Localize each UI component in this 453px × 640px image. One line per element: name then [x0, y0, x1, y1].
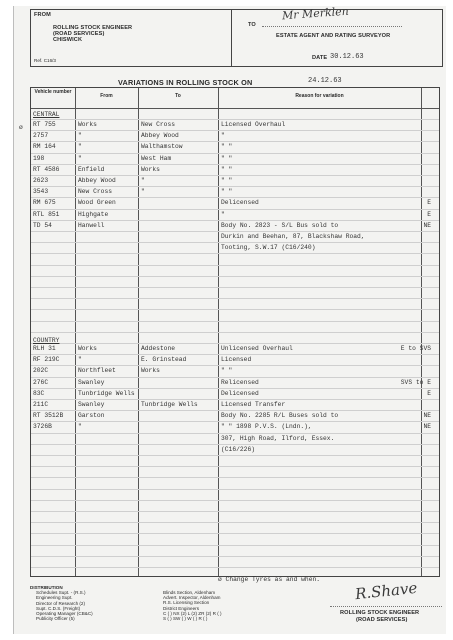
from-box — [30, 9, 232, 67]
row-rule — [31, 522, 439, 523]
distribution-title: DISTRIBUTION — [30, 585, 63, 590]
cell-reason: " " — [221, 154, 233, 162]
cell-reason: Licensed — [221, 356, 252, 364]
dist-left-3: Director of Research (2) — [36, 600, 86, 606]
row-rule — [31, 354, 439, 355]
row-rule — [31, 141, 439, 142]
cell-vehicle: 2757 — [33, 132, 49, 140]
cell-from: " — [78, 132, 82, 140]
dist-left-1: Schedules Supt. - (R.S.) — [36, 590, 86, 596]
cell-vehicle: RM 164 — [33, 143, 56, 151]
cell-extra: NE — [423, 423, 431, 431]
reference: Ref. C16/3 — [34, 58, 56, 63]
header-rule — [31, 108, 439, 109]
cell-vehicle: RF 219C — [33, 356, 60, 364]
col-header-vehicle: Vehicle number — [34, 89, 72, 95]
footnote: ø Change Tyres as and when. — [218, 576, 321, 583]
cell-reason: Durkin and Beehan, 87, Blackshaw Road, — [221, 233, 365, 240]
cell-from: " — [78, 154, 82, 162]
cell-reason: Unlicensed Overhaul — [221, 345, 293, 352]
cell-from: Northfleet — [78, 367, 116, 375]
cell-vehicle: 2623 — [33, 177, 49, 184]
section-central: CENTRAL — [33, 111, 60, 118]
cell-vehicle: 3726B — [33, 423, 52, 431]
cell-reason: " — [221, 132, 225, 140]
row-rule — [31, 511, 439, 512]
distribution-block — [30, 585, 93, 621]
row-rule — [31, 186, 439, 187]
dist-left-5: Operating Manager (CB&C) — [36, 611, 93, 617]
date-label: DATE — [312, 55, 328, 61]
cell-from: Works — [78, 121, 97, 128]
cell-to: " — [141, 188, 145, 196]
cell-to: New Cross — [141, 121, 176, 128]
cell-reason: Licensed Transfer — [221, 401, 286, 408]
to-dotted-line — [262, 26, 402, 27]
variations-table — [19, 87, 440, 583]
cell-vehicle: 202C — [33, 367, 49, 375]
row-rule — [31, 567, 439, 568]
cell-reason: Licensed Overhaul — [221, 121, 286, 128]
cell-vehicle: 276C — [33, 378, 49, 386]
row-rule — [31, 477, 439, 478]
dist-right-4: District Engineers — [163, 605, 199, 611]
row-rule — [31, 298, 439, 299]
dist-right-5: C ( ) NX (2) L (2) ZR (2) R ( ) — [163, 610, 222, 616]
cell-from: Wood Green — [78, 199, 116, 207]
row-rule — [31, 388, 439, 389]
from-line-2: (ROAD SERVICES) — [53, 31, 105, 37]
signature-dept: (ROAD SERVICES) — [356, 617, 408, 623]
row-rule — [31, 321, 439, 322]
row-rule — [31, 153, 439, 154]
cell-vehicle: RT 4586 — [33, 165, 60, 173]
cell-reason: Delicensed — [221, 199, 259, 207]
cell-from: Swanley — [78, 401, 105, 408]
distribution-right — [163, 590, 222, 621]
cell-reason: 307, High Road, Ilford, Essex. — [221, 434, 335, 442]
cell-extra: E — [427, 210, 431, 218]
cell-to: " — [141, 177, 145, 184]
tyre-change-mark: ø — [19, 124, 23, 131]
cell-extra: E — [427, 389, 431, 397]
row-rule — [31, 343, 439, 344]
section-country: COUNTRY — [33, 337, 60, 344]
row-rule — [31, 365, 439, 366]
to-value: ESTATE AGENT AND RATING SURVEYOR — [276, 33, 391, 39]
cell-vehicle: RT 3512B — [33, 412, 64, 420]
cell-extra: NE — [423, 412, 431, 420]
cell-to: Tunbridge Wells — [141, 401, 198, 408]
cell-from: Garston — [78, 412, 105, 420]
dist-left-6: Publicity Officer (5) — [36, 616, 75, 622]
cell-reason: Tooting, S.W.17 (C16/240) — [221, 244, 316, 252]
row-rule — [31, 175, 439, 176]
cell-to: Abbey Wood — [141, 132, 179, 140]
cell-to: Addestone — [141, 345, 176, 352]
title-date: 24.12.63 — [308, 77, 342, 85]
row-rule — [31, 466, 439, 467]
row-rule — [31, 209, 439, 210]
cell-vehicle: TD 54 — [33, 221, 52, 229]
row-rule — [31, 164, 439, 165]
cell-from: Swanley — [78, 378, 105, 386]
cell-vehicle: RM 675 — [33, 199, 56, 207]
date-value: 30.12.63 — [330, 53, 364, 61]
cell-extra: SVS to E — [400, 378, 431, 386]
col-header-from: From — [100, 93, 113, 99]
cell-reason: (C16/226) — [221, 445, 256, 453]
cell-to: West Ham — [141, 154, 172, 162]
cell-extra: E — [427, 199, 431, 207]
row-rule — [31, 242, 439, 243]
from-label: FROM — [34, 12, 51, 18]
cell-to: E. Grinstead — [141, 356, 187, 364]
cell-reason: " " — [221, 177, 233, 184]
dist-right-1: Blinds Section, Aldenham — [163, 590, 216, 595]
cell-extra: E to SVS — [400, 345, 431, 352]
cell-from: " — [78, 143, 82, 151]
signature-role: ROLLING STOCK ENGINEER — [340, 610, 420, 616]
row-rule — [31, 197, 439, 198]
cell-vehicle: RLH 31 — [33, 345, 56, 352]
cell-from: Hanwell — [78, 221, 105, 229]
dist-right-6: S ( ) SW ( ) W ( ) R ( ) — [163, 616, 208, 622]
cell-reason: Relicensed — [221, 378, 259, 386]
cell-reason: Body No. 2823 - S/L Bus sold to — [221, 221, 339, 229]
signature: R.Shave — [354, 578, 419, 604]
cell-reason: " " — [221, 188, 233, 196]
cell-reason: " " — [221, 143, 233, 151]
dist-left-2: Engineering Supt. — [36, 595, 73, 601]
cell-vehicle: 211C — [33, 401, 49, 408]
row-rule — [31, 421, 439, 422]
from-line-3: CHISWICK — [53, 37, 83, 43]
row-rule — [31, 309, 439, 310]
row-rule — [31, 410, 439, 411]
cell-to: Works — [141, 367, 160, 375]
row-rule — [31, 399, 439, 400]
col-header-reason: Reason for variation — [295, 93, 344, 99]
row-rule — [31, 377, 439, 378]
row-rule — [31, 253, 439, 254]
to-handwritten-note: Mr Merklen — [281, 4, 350, 23]
row-rule — [31, 130, 439, 131]
row-rule — [31, 545, 439, 546]
row-rule — [31, 231, 439, 232]
cell-reason: Body No. 2285 R/L Buses sold to — [221, 412, 339, 420]
col-header-to: To — [175, 93, 181, 99]
to-box — [230, 4, 443, 67]
row-rule — [31, 489, 439, 490]
cell-vehicle: 198 — [33, 154, 45, 162]
cell-from: Abbey Wood — [78, 177, 116, 184]
cell-extra: NE — [423, 221, 431, 229]
row-rule — [31, 332, 439, 333]
cell-reason: " " — [221, 367, 233, 375]
dist-right-2: Advert. Inspector, Aldenham — [163, 595, 221, 601]
row-rule — [31, 533, 439, 534]
row-rule — [31, 433, 439, 434]
cell-from: New Cross — [78, 188, 113, 196]
cell-vehicle: 83C — [33, 389, 45, 397]
cell-reason: " — [221, 210, 225, 218]
cell-reason: " " — [221, 165, 233, 173]
cell-from: " — [78, 423, 82, 431]
from-line-1: ROLLING STOCK ENGINEER — [53, 25, 133, 31]
signature-line — [330, 606, 442, 607]
row-rule — [31, 119, 439, 120]
cell-vehicle: 3543 — [33, 188, 49, 196]
cell-from: Highgate — [78, 210, 109, 218]
cell-to: Walthamstow — [141, 143, 183, 151]
to-label: TO — [248, 22, 256, 28]
cell-reason: Delicensed — [221, 389, 259, 397]
cell-to: Works — [141, 165, 160, 173]
cell-from: " — [78, 356, 82, 364]
row-rule — [31, 455, 439, 456]
row-rule — [31, 287, 439, 288]
dist-left-4: Supt. C.D.S. (Freight) — [36, 605, 81, 611]
row-rule — [31, 500, 439, 501]
row-rule — [31, 556, 439, 557]
document-title: VARIATIONS IN ROLLING STOCK ON — [118, 78, 253, 87]
dist-right-3: R.S. Licensing Section — [163, 600, 210, 606]
cell-vehicle: RT 755 — [33, 121, 56, 128]
cell-from: Enfield — [78, 165, 105, 173]
cell-vehicle: RTL 851 — [33, 210, 60, 218]
cell-from: Works — [78, 345, 97, 352]
cell-from: Tunbridge Wells — [78, 389, 135, 397]
row-rule — [31, 265, 439, 266]
row-rule — [31, 444, 439, 445]
row-rule — [31, 276, 439, 277]
row-rule — [31, 220, 439, 221]
cell-reason: " " 1898 P.V.S. (Lndn.), — [221, 423, 312, 431]
